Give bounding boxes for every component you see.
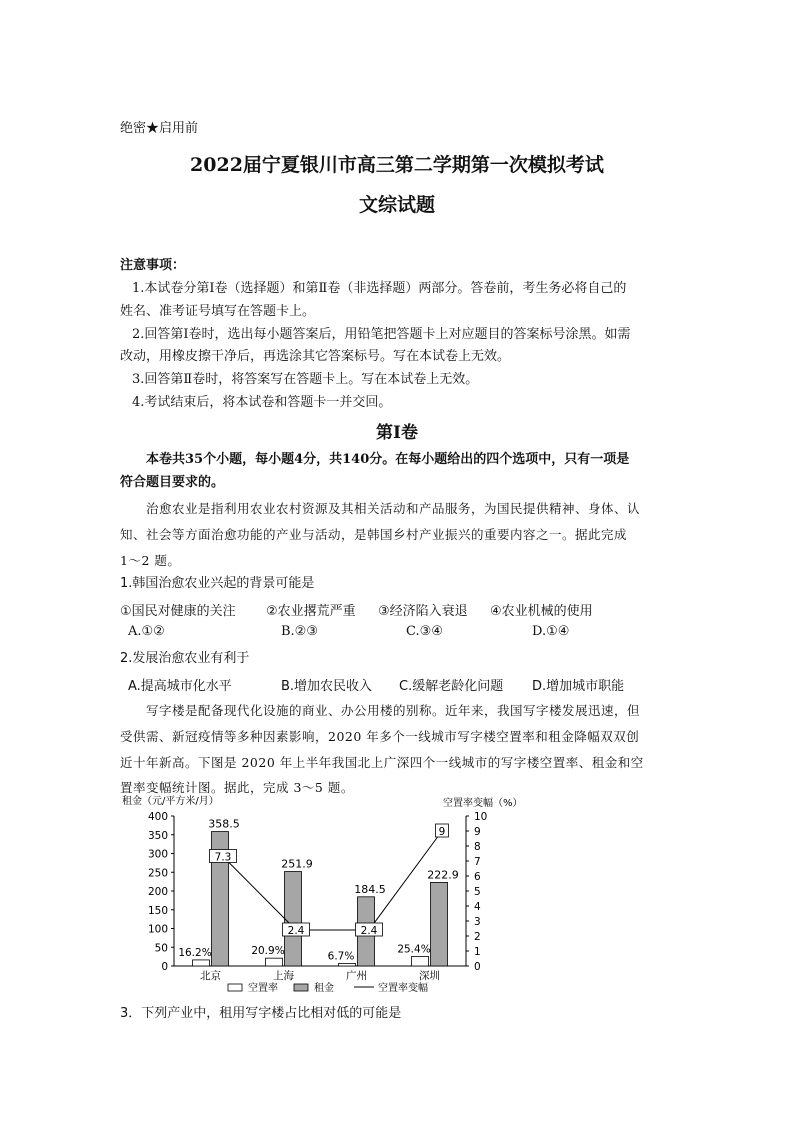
right-axis-label: 空置率变幅（%） (443, 798, 523, 809)
answer-option[interactable]: A.①② (128, 624, 165, 639)
legend-swatch-rent (294, 984, 308, 991)
passage-line: 近十年新高。下图是 2020 年上半年我国北上广深四个一线城市的写字楼空置率、租金和空 (120, 755, 644, 770)
question-stem: 2.发展治愈农业有利于 (120, 651, 250, 666)
left-axis-label: 租金（元/平方米/月） (122, 796, 219, 807)
statement: ②农业撂荒严重 (266, 604, 356, 619)
vacancy-bar (266, 958, 283, 966)
notes-heading: 注意事项： (120, 258, 186, 273)
left-tick-label: 300 (147, 848, 168, 861)
note-line: 2.回答第Ⅰ卷时，选出每小题答案后，用铅笔把答题卡上对应题目的答案标号涂黑。如需 (132, 327, 631, 342)
right-tick-label: 8 (474, 841, 481, 853)
note-line: 改动，用橡皮擦干净后，再选涂其它答案标号。写在本试卷上无效。 (120, 349, 511, 364)
left-tick-label: 400 (147, 811, 168, 823)
passage-line: 置率变幅统计图。据此，完成 3～5 题。 (120, 780, 354, 795)
rent-bar (285, 872, 302, 966)
vacancy-change-line (223, 831, 442, 930)
section-instruction: 本卷共35个小题，每小题4分，共140分。在每小题给出的四个选项中，只有一项是 (146, 452, 630, 467)
statement: ③经济陷入衰退 (378, 604, 468, 619)
vacancy-bar-label: 25.4% (397, 943, 431, 956)
left-tick-label: 350 (147, 829, 168, 842)
left-tick-label: 150 (147, 904, 168, 917)
statement: ④农业机械的使用 (490, 604, 593, 619)
answer-option[interactable]: D.①④ (532, 624, 570, 639)
right-tick-label: 5 (474, 886, 481, 898)
left-tick-label: 250 (147, 867, 168, 880)
vacancy-bar (193, 960, 210, 966)
right-tick-label: 6 (474, 871, 481, 883)
passage-line: 治愈农业是指利用农业农村资源及其相关活动和产品服务，为国民提供精神、身体、认 (146, 501, 641, 516)
left-tick-label: 200 (147, 886, 168, 898)
left-tick-label: 50 (154, 942, 168, 955)
passage-line: 知、社会等方面治愈功能的产业与活动，是韩国乡村产业振兴的重要内容之一。据此完成 (120, 527, 628, 542)
note-line: 1.本试卷分第Ⅰ卷（选择题）和第Ⅱ卷（非选择题）两部分。答卷前，考生务必将自己的 (132, 281, 627, 296)
answer-option[interactable]: D.增加城市职能 (532, 679, 625, 694)
rent-bar-label: 358.5 (208, 817, 240, 831)
answer-option[interactable]: C.③④ (406, 624, 443, 639)
vacancy-change-label: 9 (438, 826, 446, 838)
right-tick-label: 2 (474, 931, 481, 943)
legend-label: 空置率变幅 (378, 983, 428, 994)
category-label: 北京 (200, 970, 221, 982)
vacancy-bar (412, 956, 429, 966)
vacancy-bar-label: 16.2% (178, 946, 212, 959)
passage-line: 受供需、新冠疫情等多种因素影响，2020 年多个一线城市写字楼空置率和租金降幅双双创 (120, 729, 640, 744)
section-instruction: 符合题目要求的。 (120, 475, 225, 490)
exam-title: 2022届宁夏银川市高三第二学期第一次模拟考试 (190, 154, 604, 176)
passage-line: 1～2 题。 (120, 553, 181, 568)
legend-label: 空置率 (248, 983, 278, 994)
vacancy-change-label: 7.3 (214, 851, 232, 864)
legend-label: 租金 (314, 983, 334, 994)
vacancy-bar-label: 6.7% (327, 950, 355, 963)
answer-option[interactable]: C.缓解老龄化问题 (399, 679, 504, 694)
vacancy-bar (339, 963, 356, 966)
right-tick-label: 4 (474, 901, 481, 913)
question-stem: 1.韩国治愈农业兴起的背景可能是 (120, 576, 315, 591)
right-tick-label: 10 (474, 811, 488, 823)
exam-subtitle: 文综试题 (358, 194, 435, 216)
category-label: 深圳 (419, 970, 440, 982)
passage-line: 写字楼是配备现代化设施的商业、办公用楼的别称。近年来，我国写字楼发展迅速，但 (146, 703, 641, 718)
right-tick-label: 9 (474, 826, 481, 838)
category-label: 上海 (273, 970, 294, 982)
left-tick-label: 100 (147, 923, 168, 936)
secrecy-label: 绝密★启用前 (120, 121, 199, 136)
rent-bar-label: 222.9 (427, 868, 459, 882)
note-line: 姓名、准考证号填写在答题卡上。 (120, 304, 316, 319)
rent-bar-label: 184.5 (354, 882, 386, 896)
left-tick-label: 0 (161, 961, 168, 973)
category-label: 广州 (346, 970, 367, 982)
question-stem: 3．下列产业中，租用写字楼占比相对低的可能是 (120, 1006, 402, 1021)
rent-bar-label: 251.9 (281, 857, 313, 871)
section-title: 第Ⅰ卷 (376, 423, 418, 443)
right-tick-label: 7 (474, 856, 481, 868)
office-rent-vacancy-chart (110, 793, 550, 1003)
vacancy-bar-label: 20.9% (251, 945, 285, 958)
answer-option[interactable]: B.②③ (281, 624, 318, 639)
note-line: 4.考试结束后，将本试卷和答题卡一并交回。 (132, 395, 392, 410)
right-tick-label: 0 (474, 961, 481, 973)
rent-bar (431, 882, 448, 966)
answer-option[interactable]: B.增加农民收入 (281, 679, 373, 694)
vacancy-change-label: 2.4 (360, 925, 378, 937)
statement: ①国民对健康的关注 (120, 604, 236, 619)
legend-swatch-vacancy (228, 984, 242, 991)
right-tick-label: 1 (474, 946, 481, 958)
answer-option[interactable]: A.提高城市化水平 (128, 679, 232, 694)
note-line: 3.回答第Ⅱ卷时，将答案写在答题卡上。写在本试卷上无效。 (132, 372, 479, 387)
vacancy-change-label: 2.4 (287, 925, 305, 937)
right-tick-label: 3 (474, 916, 481, 928)
